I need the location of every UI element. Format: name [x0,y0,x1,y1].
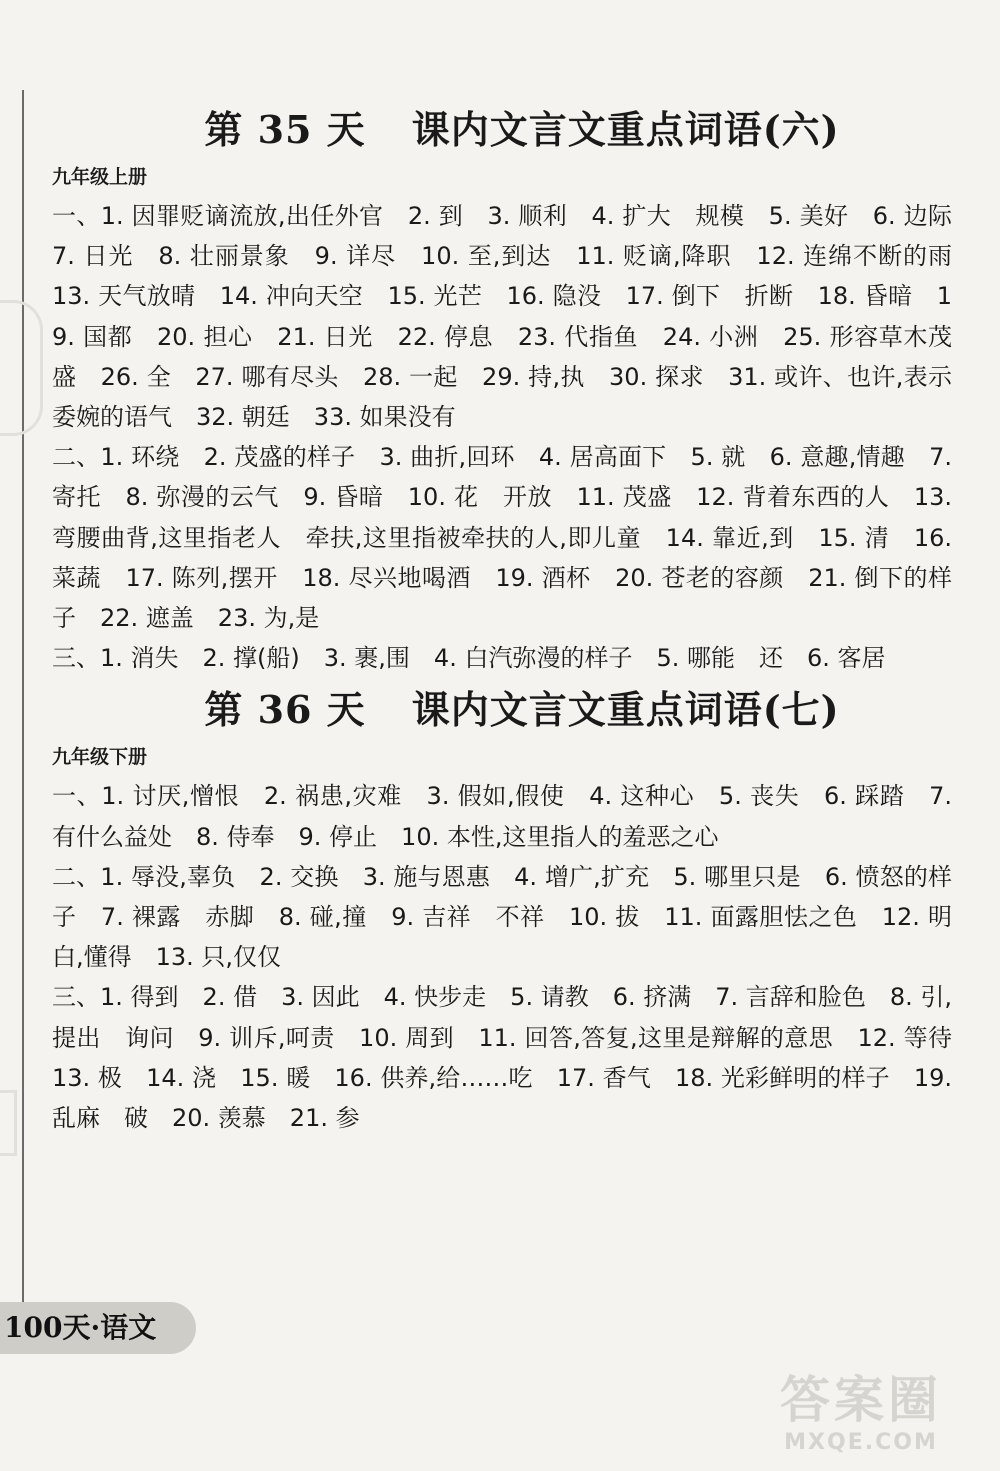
grade-subtitle: 九年级下册 [52,746,148,769]
title-text: 课内文言文重点词语(七) [411,687,840,733]
page-footer-tab: 100天·语文 [0,1302,196,1354]
watermark-logo-text: 答案圈 [780,1371,942,1429]
bleed-through-mark [0,1090,17,1156]
section-day-36 [52,682,976,1138]
answer-content [52,102,976,1138]
title-text: 课内文言文重点词语(六) [411,107,840,152]
bleed-through-mark [0,300,43,436]
section-title [92,682,952,738]
answer-part-2: 二、1. 环绕 2. 茂盛的样子 3. 曲折,回环 4. 居高面下 5. 就 6. 意趣,情趣 7. 寄托 8. 弥漫的云气 9. 昏暗 10. 花 开放 11. 茂盛 12. 背着东西的人 13. 弯腰曲背,这里指老人 牵扶,这里指被牵扶的人,即儿童 14. 靠近,到 15. 清 16. 菜蔬 17. 陈列,摆开 18. 尽兴地喝酒 19. 酒杯 20. 苍老的容颜 21. 倒下的样子 22. 遮盖 23. 为,是 [52,443,952,633]
answer-part-1: 一、1. 因罪贬谪流放,出任外官 2. 到 3. 顺利 4. 扩大 规模 5. 美好 6. 边际 7. 日光 8. 壮丽景象 9. 详尽 10. 至,到达 11. 贬谪,降职 12. 连绵不断的雨 13. 天气放晴 14. 冲向天空 15. 光芒 16. 隐没 17. 倒下 折断 18. 昏暗 19. 国都 20. 担心 21. 日光 22. 停息 23. 代指鱼 24. 小洲 25. 形容草木茂盛 26. 全 27. 哪有尽头 28. 一起 29. 持,执 30. 探求 31. 或许、也许,表示委婉的语气 32. 朝廷 33. 如果没有 [52,202,976,432]
answer-part-3: 三、1. 消失 2. 撑(船) 3. 裹,围 4. 白汽弥漫的样子 5. 哪能 还 6. 客居 [52,644,886,673]
day-number: 第 36 天 [204,687,366,733]
answer-part-3: 三、1. 得到 2. 借 3. 因此 4. 快步走 5. 请教 6. 挤满 7. 言辞和脸色 8. 引,提出 询问 9. 训斥,呵责 10. 周到 11. 回答,答复,这里是辩解的意思 12. 等待 13. 极 14. 浇 15. 暖 16. 供养,给……吃 17. 香气 18. 光彩鲜明的样子 19. 乱麻 破 20. 羡慕 21. 参 [52,983,976,1133]
watermark-logo [736,1372,986,1464]
answer-part-2: 二、1. 辱没,辜负 2. 交换 3. 施与恩惠 4. 增广,扩充 5. 哪里只是 6. 愤怒的样子 7. 裸露 赤脚 8. 碰,撞 9. 吉祥 不祥 10. 拔 11. 面露胆怯之色 12. 明白,懂得 13. 只,仅仅 [52,862,952,972]
day-number: 第 35 天 [204,107,366,152]
watermark-site: MXQE.COM [784,1430,938,1455]
section-title [92,102,952,158]
section-day-35 [52,102,976,678]
grade-subtitle: 九年级上册 [52,166,148,188]
page-spine-line [22,90,24,1310]
answer-part-1: 一、1. 讨厌,憎恨 2. 祸患,灾难 3. 假如,假使 4. 这种心 5. 丧失 6. 踩踏 7. 有什么益处 8. 侍奉 9. 停止 10. 本性,这里指人的羞恶之心 [52,782,952,851]
